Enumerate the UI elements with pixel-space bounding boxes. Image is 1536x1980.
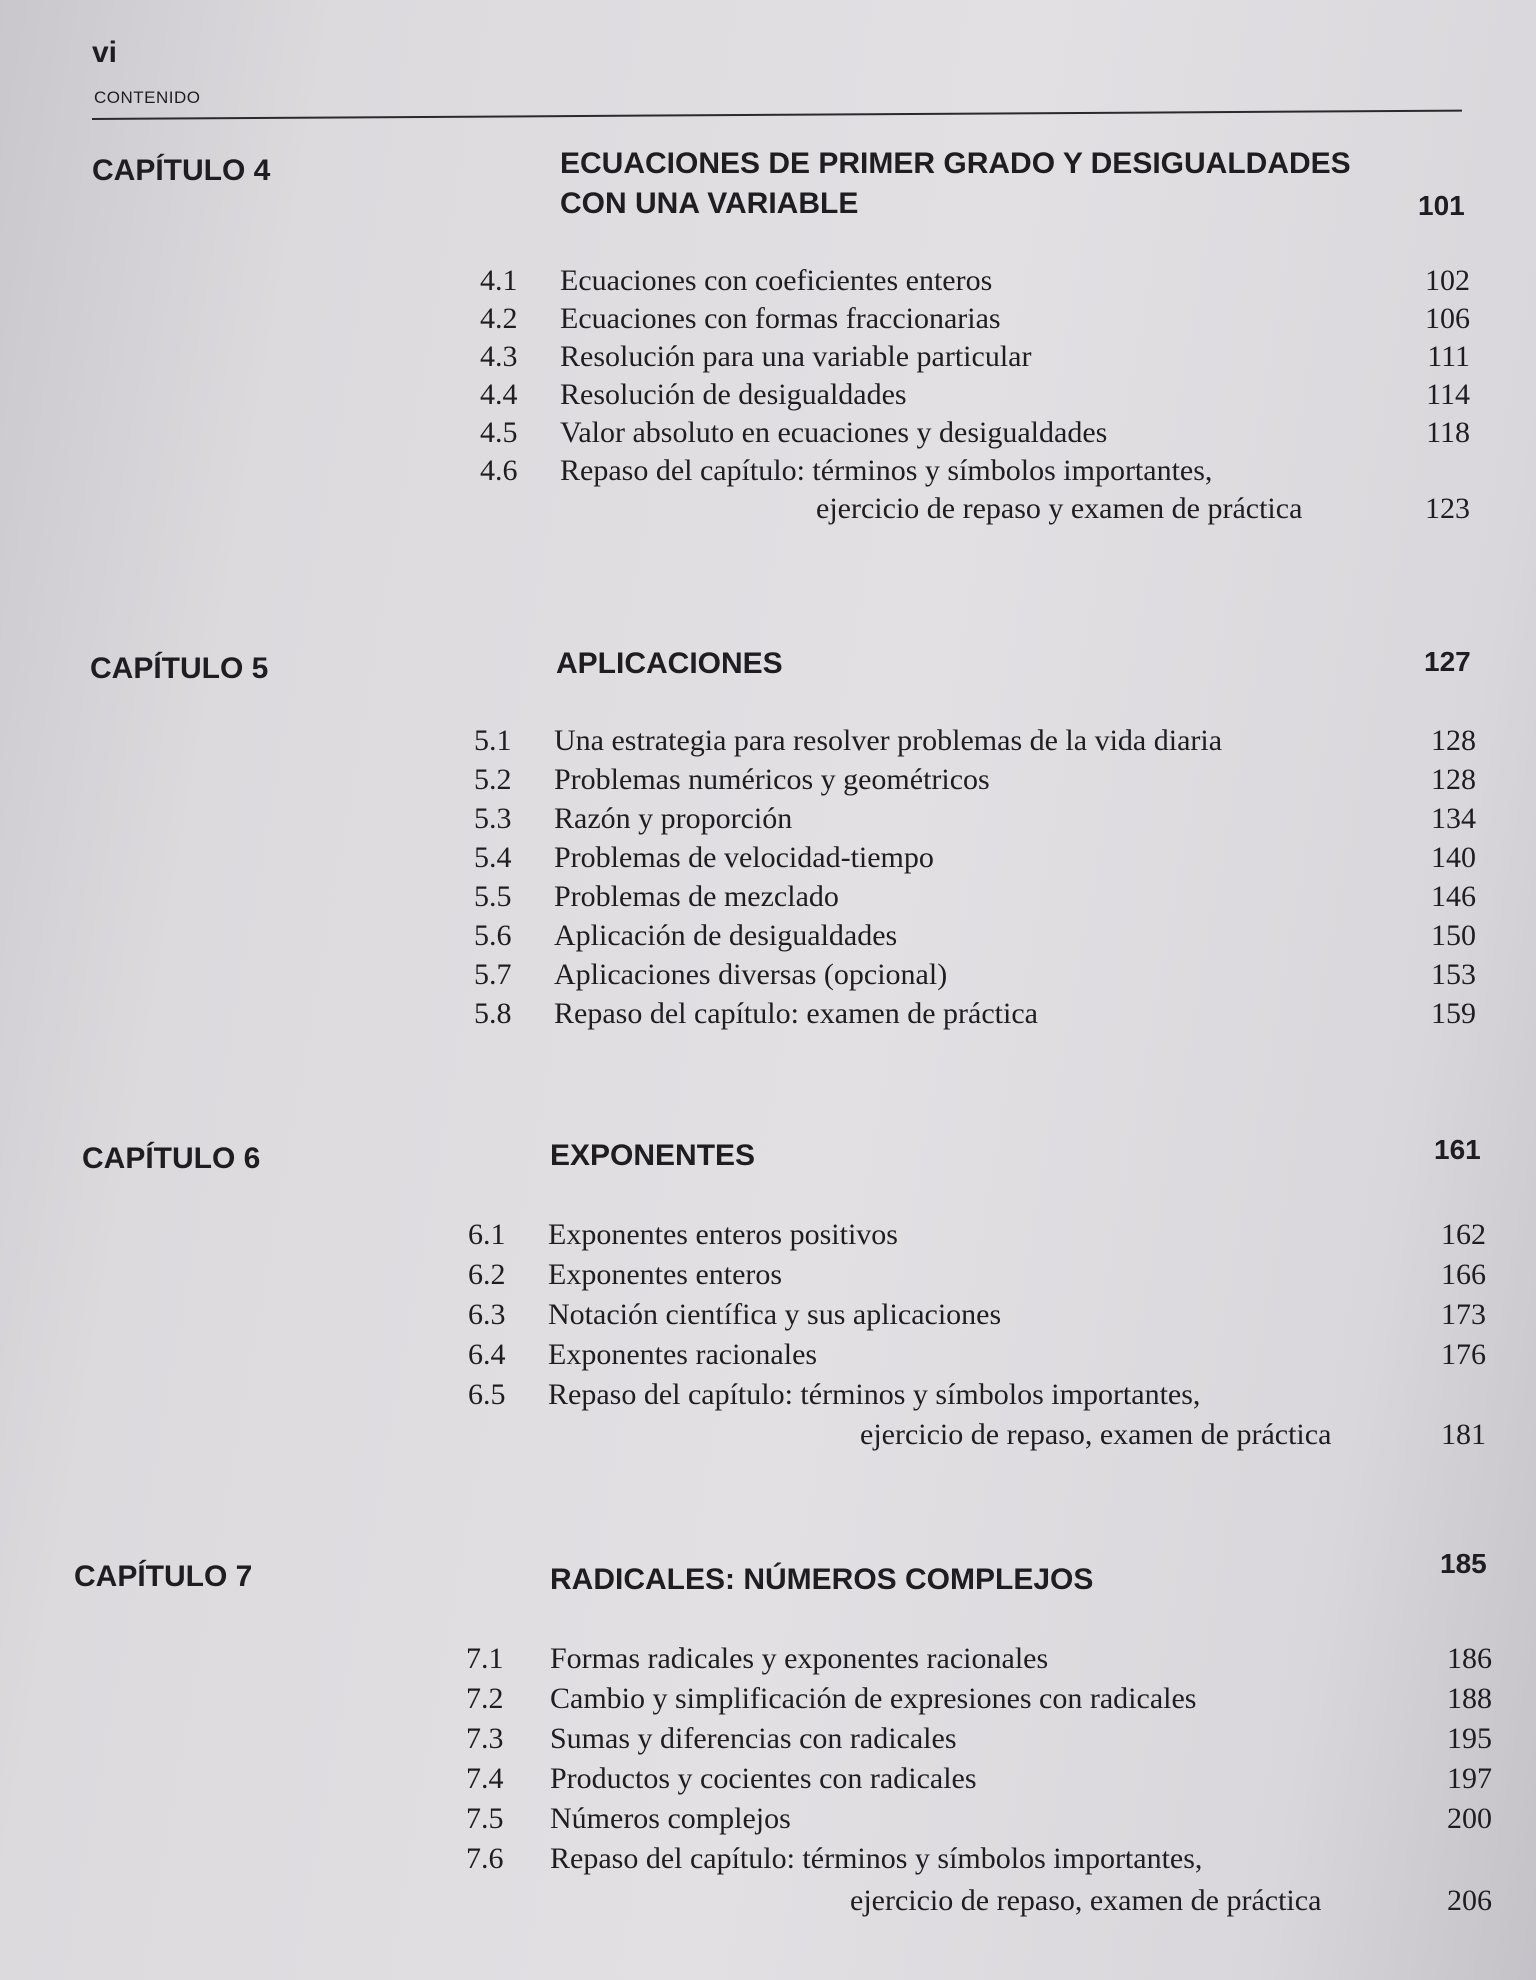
chapter-page: 101 — [1418, 190, 1465, 221]
section-title: Exponentes racionales — [548, 1338, 818, 1371]
toc-entry — [0, 841, 1536, 881]
page-number: vi — [92, 36, 118, 69]
toc-entry-continuation — [0, 1418, 1536, 1458]
toc-entry — [0, 1642, 1536, 1682]
section-title-continuation: ejercicio de repaso y examen de práctica — [816, 492, 1303, 525]
running-head: CONTENIDO — [94, 88, 201, 107]
section-page: 140 — [1431, 841, 1476, 874]
section-page: 146 — [1431, 880, 1476, 913]
section-page: 150 — [1431, 919, 1476, 952]
section-number: 5.7 — [474, 958, 512, 991]
section-page: 162 — [1441, 1218, 1486, 1251]
section-number: 5.4 — [474, 841, 512, 874]
section-title: Resolución para una variable particular — [560, 340, 1032, 373]
section-title: Números complejos — [550, 1802, 791, 1835]
section-number: 6.4 — [468, 1338, 506, 1371]
toc-entry — [0, 802, 1536, 842]
section-page: 188 — [1447, 1682, 1492, 1715]
toc-entry — [0, 919, 1536, 959]
toc-entry — [0, 1802, 1536, 1842]
section-page: 106 — [1425, 302, 1470, 335]
section-number: 4.4 — [480, 378, 518, 411]
section-page: 153 — [1431, 958, 1476, 991]
toc-entry — [0, 880, 1536, 920]
chapter-label: CAPÍTULO 7 — [74, 1560, 253, 1593]
section-number: 6.5 — [468, 1378, 506, 1411]
section-title-continuation: ejercicio de repaso, examen de práctica — [860, 1418, 1332, 1451]
section-title: Resolución de desigualdades — [560, 378, 907, 411]
chapter-title-line1: ECUACIONES DE PRIMER GRADO Y DESIGUALDADES — [560, 147, 1351, 180]
section-number: 5.2 — [474, 763, 512, 796]
section-number: 4.1 — [480, 264, 518, 297]
section-number: 7.4 — [466, 1762, 504, 1795]
chapter-title-line1: EXPONENTES — [550, 1139, 756, 1172]
section-number: 7.1 — [466, 1642, 504, 1675]
section-title-continuation: ejercicio de repaso, examen de práctica — [850, 1884, 1322, 1917]
section-number: 5.5 — [474, 880, 512, 913]
toc-entry — [0, 1682, 1536, 1722]
toc-entry — [0, 1378, 1536, 1418]
chapter-label: CAPÍTULO 5 — [90, 652, 269, 685]
chapter-title-line1: APLICACIONES — [556, 647, 783, 680]
section-page: 134 — [1431, 802, 1476, 835]
toc-entry — [0, 416, 1536, 456]
toc-entry — [0, 1722, 1536, 1762]
section-title: Problemas de velocidad-tiempo — [554, 841, 934, 874]
header-rule — [92, 110, 1462, 120]
section-page: 186 — [1447, 1642, 1492, 1675]
section-title: Aplicación de desigualdades — [554, 919, 898, 952]
toc-entry — [0, 1762, 1536, 1802]
chapter-label: CAPÍTULO 6 — [82, 1142, 261, 1175]
section-title: Aplicaciones diversas (opcional) — [554, 958, 948, 991]
section-page: 206 — [1447, 1884, 1492, 1917]
toc-entry-continuation — [0, 1884, 1536, 1924]
section-page: 102 — [1425, 264, 1470, 297]
section-number: 5.1 — [474, 724, 512, 757]
section-page: 166 — [1441, 1258, 1486, 1291]
section-page: 114 — [1426, 378, 1470, 411]
section-page: 118 — [1426, 416, 1470, 449]
section-title: Formas radicales y exponentes racionales — [550, 1642, 1049, 1675]
section-number: 7.6 — [466, 1842, 504, 1875]
section-number: 5.8 — [474, 997, 512, 1030]
section-title: Ecuaciones con coeficientes enteros — [560, 264, 993, 297]
section-title: Problemas numéricos y geométricos — [554, 763, 990, 796]
chapter-title-line1: RADICALES: NÚMEROS COMPLEJOS — [550, 1563, 1094, 1596]
section-title: Exponentes enteros — [548, 1258, 783, 1291]
toc-entry — [0, 264, 1536, 304]
section-title: Problemas de mezclado — [554, 880, 839, 913]
section-number: 5.6 — [474, 919, 512, 952]
section-page: 159 — [1431, 997, 1476, 1030]
section-number: 7.2 — [466, 1682, 504, 1715]
section-page: 123 — [1425, 492, 1470, 525]
section-number: 7.3 — [466, 1722, 504, 1755]
section-number: 6.3 — [468, 1298, 506, 1331]
section-title: Una estrategia para resolver problemas de la vida diaria — [554, 724, 1223, 757]
toc-entry — [0, 1298, 1536, 1338]
chapter-page: 127 — [1424, 646, 1471, 677]
section-number: 4.6 — [480, 454, 518, 487]
section-title: Repaso del capítulo: examen de práctica — [554, 997, 1038, 1030]
section-title: Sumas y diferencias con radicales — [550, 1722, 957, 1755]
section-title: Repaso del capítulo: términos y símbolos importantes, — [548, 1378, 1201, 1411]
section-title: Productos y cocientes con radicales — [550, 1762, 977, 1795]
toc-entry — [0, 724, 1536, 764]
toc-entry — [0, 997, 1536, 1037]
section-number: 4.5 — [480, 416, 518, 449]
section-title: Exponentes enteros positivos — [548, 1218, 898, 1251]
section-page: 181 — [1441, 1418, 1486, 1451]
section-title: Razón y proporción — [554, 802, 793, 835]
section-number: 6.2 — [468, 1258, 506, 1291]
section-page: 200 — [1447, 1802, 1492, 1835]
section-number: 4.2 — [480, 302, 518, 335]
chapter-page: 185 — [1440, 1548, 1487, 1579]
toc-entry — [0, 302, 1536, 342]
toc-entry — [0, 340, 1536, 380]
section-page: 111 — [1427, 340, 1470, 373]
toc-entry — [0, 1842, 1536, 1882]
toc-entry — [0, 763, 1536, 803]
toc-entry — [0, 958, 1536, 998]
section-title: Cambio y simplificación de expresiones con radicales — [550, 1682, 1197, 1715]
toc-entry — [0, 1218, 1536, 1258]
section-page: 176 — [1441, 1338, 1486, 1371]
section-page: 195 — [1447, 1722, 1492, 1755]
chapter-label: CAPÍTULO 4 — [92, 154, 271, 187]
chapter-title-line2: CON UNA VARIABLE — [560, 187, 859, 220]
chapter-page: 161 — [1434, 1134, 1481, 1165]
section-page: 128 — [1431, 724, 1476, 757]
section-page: 197 — [1447, 1762, 1492, 1795]
section-title: Repaso del capítulo: términos y símbolos importantes, — [560, 454, 1213, 487]
section-number: 4.3 — [480, 340, 518, 373]
toc-entry — [0, 378, 1536, 418]
section-title: Ecuaciones con formas fraccionarias — [560, 302, 1001, 335]
toc-entry — [0, 1338, 1536, 1378]
toc-entry — [0, 454, 1536, 494]
section-title: Notación científica y sus aplicaciones — [548, 1298, 1002, 1331]
section-page: 173 — [1441, 1298, 1486, 1331]
toc-entry — [0, 1258, 1536, 1298]
section-number: 5.3 — [474, 802, 512, 835]
section-page: 128 — [1431, 763, 1476, 796]
section-number: 7.5 — [466, 1802, 504, 1835]
section-title: Valor absoluto en ecuaciones y desigualdades — [560, 416, 1108, 449]
section-number: 6.1 — [468, 1218, 506, 1251]
toc-entry-continuation — [0, 492, 1536, 532]
section-title: Repaso del capítulo: términos y símbolos importantes, — [550, 1842, 1203, 1875]
